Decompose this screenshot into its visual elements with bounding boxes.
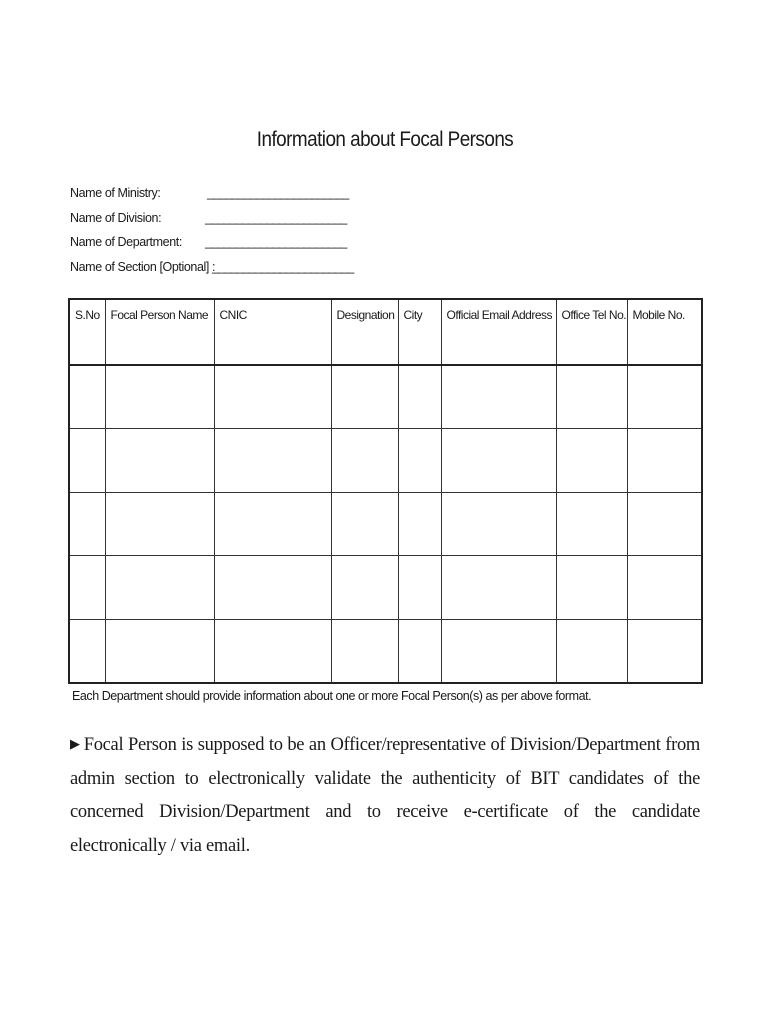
section-blank-line: _______________________: [212, 259, 354, 274]
table-cell[interactable]: [627, 429, 702, 493]
header-designation: Designation: [331, 299, 398, 365]
table-row: [69, 492, 702, 556]
table-cell[interactable]: [556, 556, 627, 620]
header-mobile: Mobile No.: [627, 299, 702, 365]
table-cell[interactable]: [214, 492, 331, 556]
section-label: Name of Section [Optional] :: [70, 259, 216, 274]
table-cell[interactable]: [331, 429, 398, 493]
table-cell[interactable]: [105, 492, 214, 556]
table-row: [69, 556, 702, 620]
table-header-row: [69, 299, 702, 365]
table-cell[interactable]: [556, 619, 627, 683]
header-focal-person-name: Focal Person Name: [105, 299, 214, 365]
table-row: [69, 429, 702, 493]
table-cell[interactable]: [441, 365, 556, 429]
division-label: Name of Division:: [70, 210, 162, 225]
table-cell[interactable]: [214, 619, 331, 683]
table-cell[interactable]: [398, 492, 441, 556]
table-cell[interactable]: [398, 429, 441, 493]
header-city: City: [398, 299, 441, 365]
table-cell[interactable]: [214, 365, 331, 429]
table-cell[interactable]: [441, 556, 556, 620]
header-official-email: Official Email Address: [441, 299, 556, 365]
division-blank-line: _______________________: [205, 210, 347, 225]
department-label: Name of Department:: [70, 235, 182, 249]
table-row: [69, 619, 702, 683]
table-cell[interactable]: [398, 556, 441, 620]
form-title: Information about Focal Persons: [256, 128, 514, 151]
header-sno: S.No: [69, 299, 105, 365]
table-cell[interactable]: [105, 365, 214, 429]
table-cell[interactable]: [331, 365, 398, 429]
table-cell[interactable]: [105, 429, 214, 493]
table-cell[interactable]: [214, 556, 331, 620]
table-row: [69, 365, 702, 429]
table-cell[interactable]: [69, 619, 105, 683]
table-cell[interactable]: [398, 365, 441, 429]
focal-person-paragraph: [70, 727, 700, 863]
table-cell[interactable]: [556, 429, 627, 493]
table-cell[interactable]: [69, 429, 105, 493]
ministry-label: Name of Ministry:: [70, 186, 161, 200]
table-cell[interactable]: [69, 556, 105, 620]
department-blank-line: _______________________: [205, 235, 347, 249]
triangle-bullet-icon: ▶: [70, 736, 80, 751]
header-office-tel: Office Tel No.: [556, 299, 627, 365]
table-cell[interactable]: [627, 619, 702, 683]
format-note: Each Department should provide information about one or more Focal Person(s) as per above format.: [72, 689, 592, 703]
table-cell[interactable]: [331, 619, 398, 683]
table-cell[interactable]: [69, 492, 105, 556]
header-cnic: CNIC: [214, 299, 331, 365]
table-cell[interactable]: [441, 492, 556, 556]
ministry-blank-line: _______________________: [207, 186, 349, 200]
table-cell[interactable]: [105, 556, 214, 620]
table-cell[interactable]: [556, 365, 627, 429]
table-cell[interactable]: [398, 619, 441, 683]
table-cell[interactable]: [627, 556, 702, 620]
table-cell[interactable]: [441, 619, 556, 683]
table-cell[interactable]: [441, 429, 556, 493]
table-cell[interactable]: [556, 492, 627, 556]
table-cell[interactable]: [331, 492, 398, 556]
table-cell[interactable]: [69, 365, 105, 429]
table-cell[interactable]: [627, 365, 702, 429]
paragraph-text: Focal Person is supposed to be an Officer/representative of Division/Department from admin section to electronically validate the authenticity of BIT candidates of the concerned Division/Department and to receive e-certificate of the candidate electronically / via email.: [70, 735, 700, 856]
table-cell[interactable]: [214, 429, 331, 493]
focal-persons-table: [68, 298, 703, 684]
table-cell[interactable]: [627, 492, 702, 556]
table-cell[interactable]: [331, 556, 398, 620]
table-cell[interactable]: [105, 619, 214, 683]
